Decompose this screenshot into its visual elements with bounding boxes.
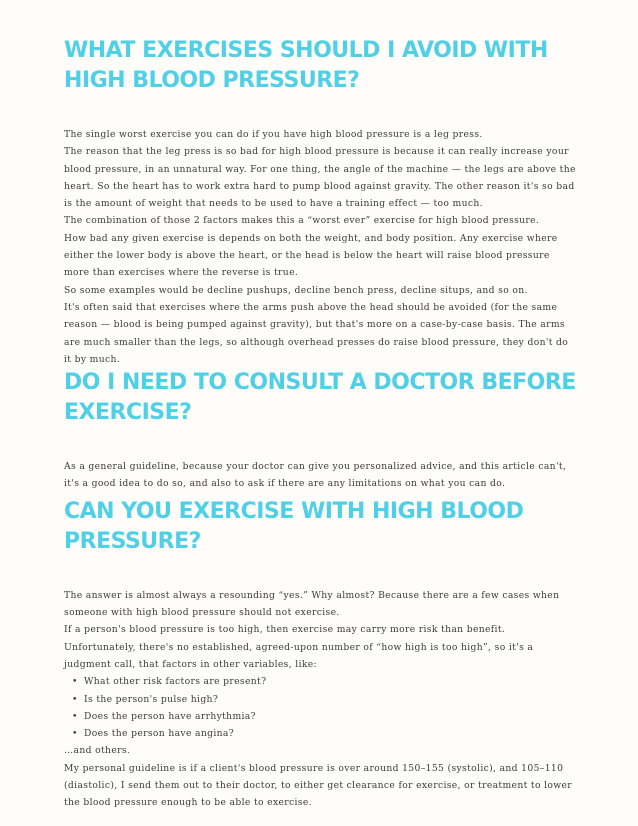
section-can-you-exercise: [64, 497, 576, 812]
paragraph: It's often said that exercises where the arms push above the head should be avoided (for the same reason — blood is being pumped against gravity), but that's more on a case-by-case basis. The arms are much smaller than the legs, so although overhead presses do raise blood pressure, they don't do it by much.: [64, 301, 569, 365]
paragraph: The reason that the leg press is so bad for high blood pressure is because it can really increase your blood pressure, in an unnatural way. For one thing, the angle of the machine — the legs are above the heart. So the heart has to work extra hard to pump blood against gravity. The other reason it's so bad is the amount of weight that needs to be used to have a training effect — too much.: [64, 146, 576, 210]
paragraph: So some examples would be decline pushups, decline bench press, decline situps, and so on.: [64, 284, 528, 296]
paragraph: If a person's blood pressure is too high, then exercise may carry more risk than benefit.: [64, 624, 506, 636]
section-body: [64, 458, 576, 493]
section-heading: CAN YOU EXERCISE WITH HIGH BLOOD PRESSURE?: [64, 498, 524, 554]
paragraph: As a general guideline, because your doctor can give you personalized advice, and this article can't, it's a good idea to do so, and also to ask if there are any limitations on what you can do.: [64, 461, 567, 490]
paragraph: The combination of those 2 factors makes this a “worst ever” exercise for high blood pressure.: [64, 215, 540, 227]
section-body: [64, 126, 576, 368]
list-item: • Is the person's pulse high?: [78, 691, 576, 708]
paragraph: My personal guideline is if a client's blood pressure is over around 150–155 (systolic), and 105–110 (diastolic), I send them out to their doctor, to either get clearance for exercise, or treatment to lower the blood pressure enough to be able to exercise.: [64, 762, 573, 809]
bullet-list: [64, 673, 576, 742]
section-body: [64, 587, 576, 812]
paragraph: The answer is almost always a resounding “yes.” Why almost? Because there are a few cases when someone with high blood pressure should not exercise.: [64, 589, 560, 619]
list-item: • Does the person have arrhythmia?: [78, 708, 576, 725]
paragraph: How bad any given exercise is depends on both the weight, and body position. Any exercise where either the lower body is above the heart, or the head is below the heart will raise blood pressure more than exercises where the reverse is true.: [64, 232, 558, 279]
document-page: [64, 36, 576, 812]
section-avoid-exercises: [64, 36, 576, 368]
section-consult-doctor: [64, 368, 576, 493]
list-item: • Does the person have angina?: [78, 725, 576, 742]
section-heading: WHAT EXERCISES SHOULD I AVOID WITH HIGH BLOOD PRESSURE?: [64, 38, 548, 93]
paragraph: …and others.: [64, 745, 131, 757]
section-heading: DO I NEED TO CONSULT A DOCTOR BEFORE EXERCISE?: [64, 370, 576, 426]
paragraph: The single worst exercise you can do if you have high blood pressure is a leg press.: [64, 129, 483, 140]
list-item: • What other risk factors are present?: [78, 673, 576, 690]
paragraph: Unfortunately, there's no established, agreed-upon number of “how high is too high”, so it's a judgment call, that factors in other variables, like:: [64, 641, 534, 670]
